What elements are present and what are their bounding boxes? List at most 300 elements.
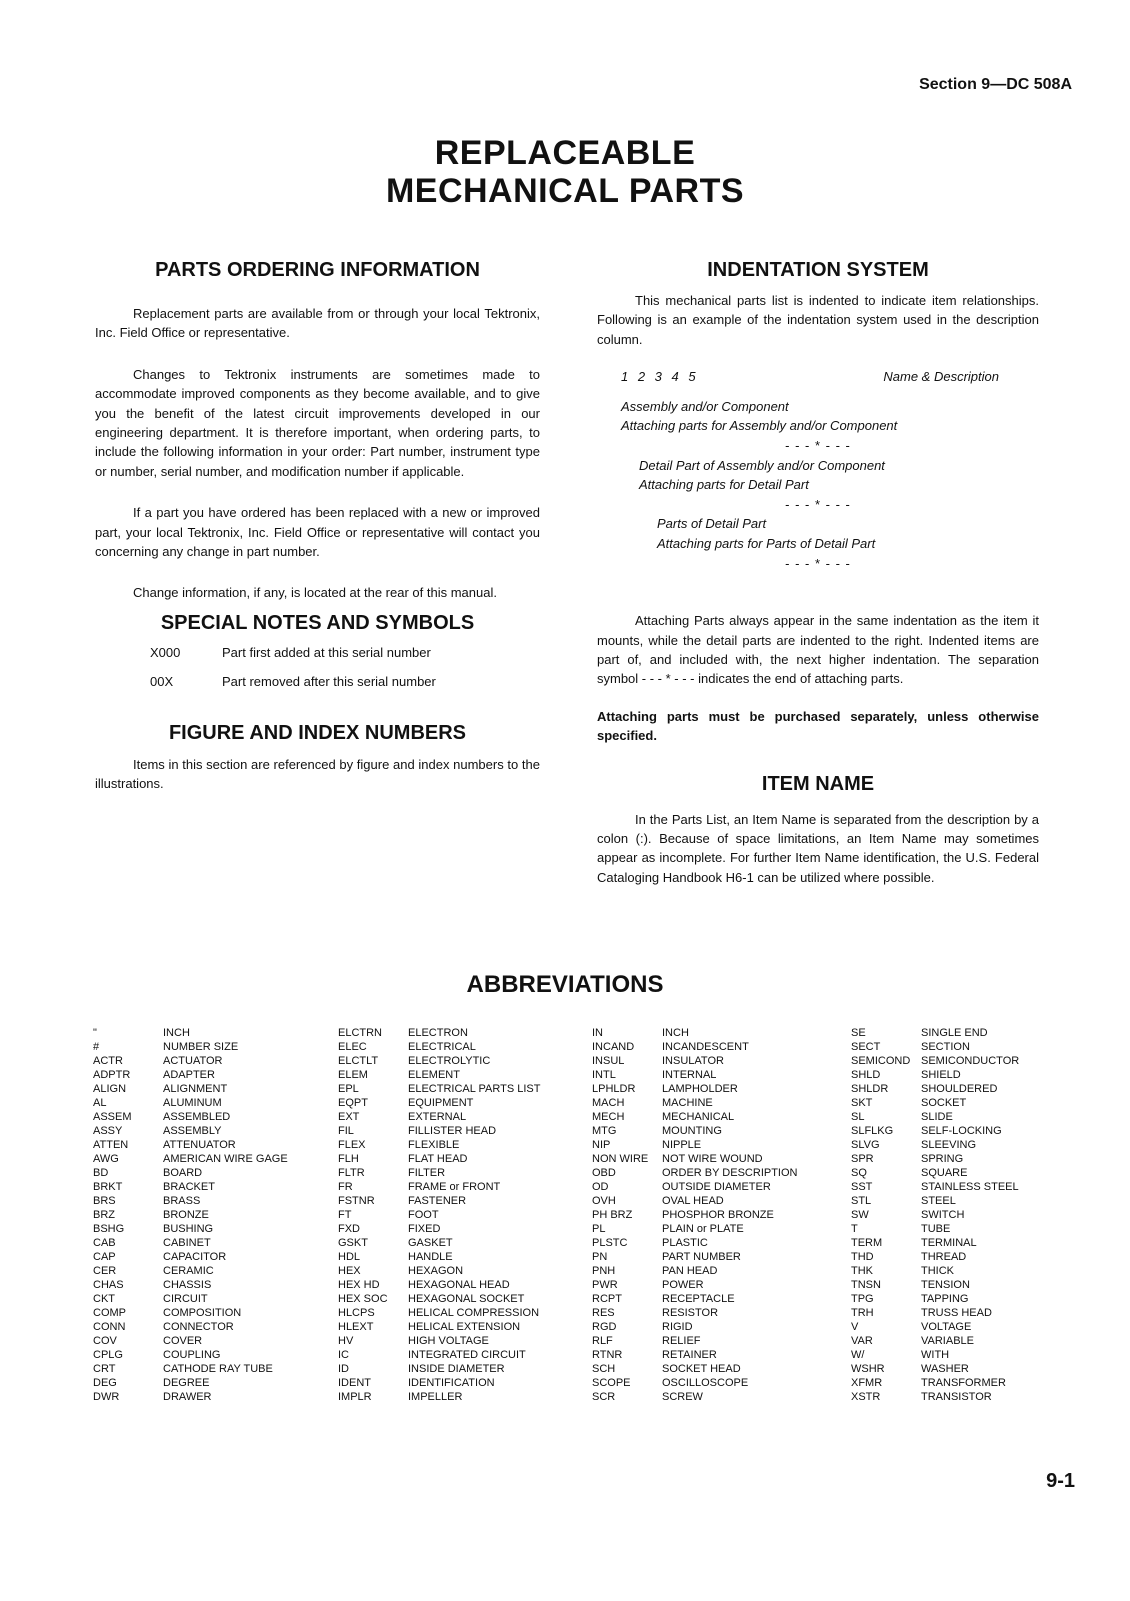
abbreviation-code: OVH: [592, 1195, 616, 1207]
abbreviation-meaning: HEXAGON: [408, 1265, 464, 1277]
abbreviation-meaning: FOOT: [408, 1209, 439, 1221]
abbreviation-row: [93, 1264, 288, 1278]
abbreviation-row: [592, 1376, 798, 1390]
abbreviation-meaning: BRACKET: [163, 1181, 215, 1193]
abbreviation-meaning: PHOSPHOR BRONZE: [662, 1209, 774, 1221]
separator-symbol: - - - * - - -: [785, 438, 851, 453]
abbreviation-meaning: EXTERNAL: [408, 1111, 467, 1123]
abbreviation-code: CHAS: [93, 1279, 124, 1291]
abbreviation-meaning: ACTUATOR: [163, 1055, 223, 1067]
abbreviation-meaning: SOCKET HEAD: [662, 1363, 741, 1375]
abbreviation-code: ELCTLT: [338, 1055, 379, 1067]
symbol-row: [150, 643, 540, 662]
abbreviation-code: BD: [93, 1167, 109, 1179]
abbreviation-meaning: LAMPHOLDER: [662, 1083, 738, 1095]
symbol-code: X000: [150, 644, 181, 660]
abbreviation-row: [93, 1124, 288, 1138]
abbreviation-code: RES: [592, 1307, 615, 1319]
abbreviation-meaning: INCANDESCENT: [662, 1041, 749, 1053]
abbreviation-row: [93, 1306, 288, 1320]
ordering-heading: PARTS ORDERING INFORMATION: [155, 259, 480, 281]
abbreviation-meaning: HEXAGONAL SOCKET: [408, 1293, 525, 1305]
abbreviation-meaning: IMPELLER: [408, 1391, 463, 1403]
abbreviation-row: [592, 1348, 798, 1362]
abbreviation-code: SLFLKG: [851, 1125, 894, 1137]
abbreviation-code: AL: [93, 1097, 107, 1109]
abbreviation-meaning: HELICAL EXTENSION: [408, 1321, 521, 1333]
abbreviation-meaning: BUSHING: [163, 1223, 214, 1235]
abbreviation-code: COV: [93, 1335, 117, 1347]
abbreviation-meaning: ALIGNMENT: [163, 1083, 228, 1095]
abbreviations-column-4: [851, 1026, 1019, 1404]
abbreviation-row: [338, 1152, 540, 1166]
abbreviation-code: CPLG: [93, 1349, 123, 1361]
abbreviation-code: SECT: [851, 1041, 881, 1053]
abbreviation-code: IN: [592, 1027, 603, 1039]
abbreviation-code: RTNR: [592, 1349, 623, 1361]
abbreviation-code: ASSEM: [93, 1111, 132, 1123]
symbol-row: [150, 672, 540, 691]
abbreviation-row: [93, 1278, 288, 1292]
abbreviation-meaning: VARIABLE: [921, 1335, 974, 1347]
abbreviation-code: T: [851, 1223, 858, 1235]
abbreviation-code: OBD: [592, 1167, 616, 1179]
abbreviation-meaning: SWITCH: [921, 1209, 965, 1221]
abbreviation-row: [592, 1110, 798, 1124]
abbreviation-code: STL: [851, 1195, 872, 1207]
figure-paragraph: Items in this section are referenced by figure and index numbers to the illustrations.: [95, 756, 540, 792]
abbreviation-row: [93, 1194, 288, 1208]
abbreviation-meaning: CIRCUIT: [163, 1293, 208, 1305]
abbreviation-code: NIP: [592, 1139, 611, 1151]
abbreviation-row: [338, 1236, 540, 1250]
abbreviation-meaning: DEGREE: [163, 1377, 210, 1389]
abbreviation-row: [93, 1334, 288, 1348]
abbreviation-row: [851, 1082, 1019, 1096]
ordering-paragraph-4: Change information, if any, is located at the rear of this manual.: [133, 585, 497, 601]
abbreviation-row: [851, 1124, 1019, 1138]
abbreviation-meaning: CAPACITOR: [163, 1251, 227, 1263]
abbreviation-meaning: INSULATOR: [662, 1055, 724, 1067]
page-number: 9-1: [1046, 1470, 1075, 1492]
abbreviation-row: [592, 1166, 798, 1180]
abbreviation-row: [851, 1376, 1019, 1390]
abbreviation-meaning: ELECTROLYTIC: [408, 1055, 491, 1067]
abbreviation-code: HLEXT: [338, 1321, 374, 1333]
abbreviation-row: [93, 1320, 288, 1334]
abbreviation-row: [338, 1362, 540, 1376]
abbreviation-meaning: STEEL: [921, 1195, 956, 1207]
abbreviation-row: [592, 1054, 798, 1068]
abbreviation-code: SW: [851, 1209, 869, 1221]
abbreviation-code: ACTR: [93, 1055, 123, 1067]
abbreviation-row: [592, 1306, 798, 1320]
indent-level-1-attaching: Attaching parts for Assembly and/or Component: [621, 418, 898, 434]
abbreviation-row: [338, 1222, 540, 1236]
abbreviation-row: [592, 1222, 798, 1236]
abbreviation-code: VAR: [851, 1335, 873, 1347]
abbreviation-meaning: OVAL HEAD: [662, 1195, 724, 1207]
abbreviation-meaning: THREAD: [921, 1251, 967, 1263]
abbreviation-code: INSUL: [592, 1055, 625, 1067]
ordering-paragraph-3: If a part you have ordered has been replaced with a new or improved part, your local Tektronix, Inc. Field Office or representative will contact you concerning any change in part number.: [95, 505, 540, 560]
abbreviation-row: [851, 1152, 1019, 1166]
abbreviation-code: EXT: [338, 1111, 360, 1123]
abbreviation-row: [592, 1068, 798, 1082]
abbreviation-code: ID: [338, 1363, 349, 1375]
abbreviation-meaning: MOUNTING: [662, 1125, 722, 1137]
abbreviation-meaning: FLEXIBLE: [408, 1139, 460, 1151]
abbreviation-code: WSHR: [851, 1363, 885, 1375]
abbreviation-row: [851, 1334, 1019, 1348]
page-title: [0, 134, 1130, 210]
abbreviation-meaning: RETAINER: [662, 1349, 717, 1361]
symbols-list: [95, 643, 540, 691]
abbreviation-meaning: TAPPING: [921, 1293, 969, 1305]
abbreviation-meaning: PART NUMBER: [662, 1251, 741, 1263]
abbreviation-code: PWR: [592, 1279, 618, 1291]
abbreviation-code: #: [93, 1041, 100, 1053]
abbreviation-meaning: FASTENER: [408, 1195, 467, 1207]
abbreviation-row: [338, 1054, 540, 1068]
abbreviation-row: [93, 1082, 288, 1096]
abbreviation-meaning: COVER: [163, 1335, 203, 1347]
abbreviation-row: [592, 1082, 798, 1096]
abbreviation-row: [338, 1208, 540, 1222]
abbreviation-meaning: BRONZE: [163, 1209, 209, 1221]
indentation-paragraph-2: Attaching Parts always appear in the same indentation as the item it mounts, while the detail parts are indented to the right. Indented items are part of, and included with, the next higher indentation. The separation symbol - - - * - - - indicates the end of attaching parts.: [597, 613, 1039, 687]
abbreviation-meaning: PLASTIC: [662, 1237, 708, 1249]
abbreviation-code: HDL: [338, 1251, 361, 1263]
abbreviation-meaning: NIPPLE: [662, 1139, 702, 1151]
abbreviation-meaning: ASSEMBLED: [163, 1111, 231, 1123]
abbreviation-meaning: WASHER: [921, 1363, 969, 1375]
abbreviation-meaning: INSIDE DIAMETER: [408, 1363, 505, 1375]
abbreviation-code: SL: [851, 1111, 865, 1123]
abbreviation-code: SCH: [592, 1363, 616, 1375]
abbreviation-code: SQ: [851, 1167, 867, 1179]
abbreviation-row: [851, 1054, 1019, 1068]
abbreviation-meaning: WITH: [921, 1349, 950, 1361]
abbreviation-row: [338, 1348, 540, 1362]
abbreviation-code: ASSY: [93, 1125, 123, 1137]
abbreviation-meaning: PLAIN or PLATE: [662, 1223, 744, 1235]
abbreviation-row: [338, 1390, 540, 1404]
abbreviation-meaning: TUBE: [921, 1223, 951, 1235]
abbreviation-meaning: FILTER: [408, 1167, 446, 1179]
abbreviation-meaning: ELEMENT: [408, 1069, 460, 1081]
abbreviation-code: GSKT: [338, 1237, 368, 1249]
abbreviation-row: [851, 1292, 1019, 1306]
abbreviation-meaning: TRUSS HEAD: [921, 1307, 992, 1319]
abbreviation-meaning: COMPOSITION: [163, 1307, 242, 1319]
abbreviation-code: XFMR: [851, 1377, 883, 1389]
abbreviation-row: [851, 1068, 1019, 1082]
abbreviation-row: [592, 1250, 798, 1264]
abbreviation-code: PLSTC: [592, 1237, 628, 1249]
abbreviation-code: INTL: [592, 1069, 616, 1081]
abbreviation-meaning: ELECTRICAL: [408, 1041, 476, 1053]
name-description-label: Name & Description: [883, 369, 999, 385]
abbreviation-meaning: RIGID: [662, 1321, 693, 1333]
abbreviation-meaning: INCH: [163, 1027, 190, 1039]
abbreviation-row: [851, 1306, 1019, 1320]
abbreviation-row: [851, 1040, 1019, 1054]
abbreviation-row: [592, 1292, 798, 1306]
abbreviation-meaning: OUTSIDE DIAMETER: [662, 1181, 771, 1193]
abbreviation-code: CRT: [93, 1363, 116, 1375]
abbreviation-meaning: RESISTOR: [662, 1307, 719, 1319]
item-name-heading: ITEM NAME: [761, 772, 875, 795]
abbreviation-code: RCPT: [592, 1293, 622, 1305]
abbreviation-row: [851, 1264, 1019, 1278]
ordering-paragraph-2: Changes to Tektronix instruments are sometimes made to accommodate improved components as they become available, and to give you the benefit of the latest circuit improvements developed in our engineering department. It is therefore important, when ordering parts, to include the following information in your order: Part number, instrument type or number, serial number, and modification number if applicable.: [95, 366, 540, 479]
abbreviations-heading: ABBREVIATIONS: [466, 971, 664, 998]
abbreviation-code: ADPTR: [93, 1069, 131, 1081]
abbreviation-row: [93, 1068, 288, 1082]
abbreviation-meaning: TRANSISTOR: [921, 1391, 992, 1403]
abbreviation-row: [851, 1320, 1019, 1334]
abbreviation-row: [592, 1208, 798, 1222]
abbreviation-meaning: IDENTIFICATION: [408, 1377, 495, 1389]
abbreviation-code: FR: [338, 1181, 353, 1193]
separator-symbol: - - - * - - -: [785, 555, 851, 571]
abbreviation-row: [338, 1082, 540, 1096]
abbreviation-code: DEG: [93, 1377, 117, 1389]
abbreviation-meaning: TRANSFORMER: [921, 1377, 1006, 1389]
abbreviation-meaning: VOLTAGE: [921, 1321, 972, 1333]
abbreviation-meaning: HIGH VOLTAGE: [408, 1335, 489, 1347]
abbreviation-row: [338, 1110, 540, 1124]
abbreviation-meaning: ELECTRON: [408, 1027, 468, 1039]
abbreviation-code: ELCTRN: [338, 1027, 383, 1039]
abbreviation-code: ELEC: [338, 1041, 367, 1053]
abbreviation-meaning: ASSEMBLY: [163, 1125, 222, 1137]
abbreviation-row: [93, 1166, 288, 1180]
abbreviation-meaning: CERAMIC: [163, 1265, 214, 1277]
abbreviation-row: [851, 1208, 1019, 1222]
abbreviation-row: [592, 1334, 798, 1348]
indentation-example: [597, 367, 1039, 573]
abbreviation-meaning: RELIEF: [662, 1335, 701, 1347]
abbreviation-code: PL: [592, 1223, 606, 1235]
abbreviation-row: [851, 1236, 1019, 1250]
abbreviation-meaning: FLAT HEAD: [408, 1153, 468, 1165]
abbreviation-code: NON WIRE: [592, 1153, 649, 1165]
abbreviation-meaning: SOCKET: [921, 1097, 967, 1109]
abbreviation-code: TNSN: [851, 1279, 881, 1291]
abbreviations-column-1: [93, 1026, 288, 1404]
abbreviation-row: [338, 1166, 540, 1180]
abbreviation-row: [592, 1124, 798, 1138]
abbreviation-row: [851, 1250, 1019, 1264]
indentation-heading: INDENTATION SYSTEM: [707, 259, 929, 281]
abbreviation-row: [592, 1236, 798, 1250]
abbreviation-row: [93, 1152, 288, 1166]
abbreviation-code: IMPLR: [338, 1391, 372, 1403]
abbreviation-row: [592, 1180, 798, 1194]
abbreviation-code: DWR: [93, 1391, 120, 1403]
abbreviation-code: ": [93, 1027, 97, 1039]
abbreviation-code: FLH: [338, 1153, 359, 1165]
abbreviation-code: MECH: [592, 1111, 625, 1123]
abbreviation-row: [93, 1208, 288, 1222]
abbreviation-row: [93, 1026, 288, 1040]
abbreviation-code: RLF: [592, 1335, 613, 1347]
abbreviation-meaning: TENSION: [921, 1279, 970, 1291]
indent-level-3-attaching: Attaching parts for Parts of Detail Part: [657, 535, 876, 551]
abbreviation-code: SST: [851, 1181, 873, 1193]
abbreviation-meaning: COUPLING: [163, 1349, 221, 1361]
abbreviation-row: [851, 1390, 1019, 1404]
abbreviation-code: OD: [592, 1181, 609, 1193]
abbreviation-code: SHLD: [851, 1069, 881, 1081]
abbreviation-code: V: [851, 1321, 859, 1333]
abbreviation-code: CAB: [93, 1237, 116, 1249]
abbreviation-meaning: NOT WIRE WOUND: [662, 1153, 763, 1165]
abbreviation-meaning: BOARD: [163, 1167, 203, 1179]
abbreviation-row: [338, 1026, 540, 1040]
separator-symbol: - - - * - - -: [785, 496, 851, 512]
abbreviation-meaning: SHOULDERED: [921, 1083, 998, 1095]
abbreviation-code: FXD: [338, 1223, 360, 1235]
abbreviation-code: IDENT: [338, 1377, 371, 1389]
abbreviation-meaning: OSCILLOSCOPE: [662, 1377, 749, 1389]
abbreviation-row: [93, 1054, 288, 1068]
abbreviation-row: [851, 1180, 1019, 1194]
abbreviation-meaning: ADAPTER: [163, 1069, 215, 1081]
abbreviation-code: FSTNR: [338, 1195, 375, 1207]
abbreviation-row: [851, 1348, 1019, 1362]
abbreviation-code: HLCPS: [338, 1307, 375, 1319]
abbreviation-meaning: STAINLESS STEEL: [921, 1181, 1019, 1193]
abbreviation-row: [592, 1362, 798, 1376]
abbreviation-row: [93, 1292, 288, 1306]
abbreviation-row: [592, 1138, 798, 1152]
figure-heading: FIGURE AND INDEX NUMBERS: [168, 721, 467, 744]
abbreviation-row: [592, 1320, 798, 1334]
abbreviation-code: BRS: [93, 1195, 116, 1207]
abbreviation-row: [851, 1222, 1019, 1236]
abbreviation-row: [592, 1194, 798, 1208]
abbreviation-code: ELEM: [338, 1069, 368, 1081]
abbreviation-code: ALIGN: [93, 1083, 127, 1095]
ordering-paragraph-1: Replacement parts are available from or through your local Tektronix, Inc. Field Office or representative.: [95, 306, 540, 341]
abbreviation-row: [93, 1376, 288, 1390]
abbreviation-code: FLEX: [338, 1139, 366, 1151]
abbreviation-code: TERM: [851, 1237, 883, 1249]
abbreviation-row: [338, 1138, 540, 1152]
abbreviation-code: SPR: [851, 1153, 874, 1165]
abbreviation-meaning: SECTION: [921, 1041, 970, 1053]
indent-level-1-assembly: Assembly and/or Component: [621, 398, 789, 414]
abbreviation-code: ATTEN: [93, 1139, 129, 1151]
abbreviation-code: BSHG: [93, 1223, 125, 1235]
abbreviation-row: [338, 1040, 540, 1054]
abbreviation-meaning: AMERICAN WIRE GAGE: [163, 1153, 288, 1165]
abbreviation-code: HEX: [338, 1265, 361, 1277]
abbreviation-code: RGD: [592, 1321, 617, 1333]
abbreviation-code: CKT: [93, 1293, 115, 1305]
abbreviation-meaning: MECHANICAL: [662, 1111, 735, 1123]
abbreviation-meaning: TERMINAL: [921, 1237, 977, 1249]
abbreviation-code: COMP: [93, 1307, 126, 1319]
abbreviation-code: BRKT: [93, 1181, 123, 1193]
abbreviation-code: SCR: [592, 1391, 616, 1403]
abbreviation-meaning: FIXED: [408, 1223, 441, 1235]
abbreviation-meaning: CONNECTOR: [163, 1321, 234, 1333]
abbreviation-code: MACH: [592, 1097, 625, 1109]
indent-level-3-parts: Parts of Detail Part: [657, 516, 767, 532]
abbreviation-code: CAP: [93, 1251, 116, 1263]
abbreviation-code: HV: [338, 1335, 354, 1347]
symbol-code: 00X: [150, 673, 174, 689]
abbreviation-code: SEMICOND: [851, 1055, 911, 1067]
abbreviation-meaning: SHIELD: [921, 1069, 961, 1081]
abbreviation-code: EPL: [338, 1083, 359, 1095]
abbreviation-row: [338, 1264, 540, 1278]
title-line-2: MECHANICAL PARTS: [385, 172, 745, 210]
abbreviation-row: [93, 1362, 288, 1376]
abbreviation-row: [93, 1180, 288, 1194]
abbreviation-meaning: EQUIPMENT: [408, 1097, 474, 1109]
right-column: [597, 258, 1039, 887]
abbreviation-row: [592, 1026, 798, 1040]
abbreviation-row: [592, 1040, 798, 1054]
abbreviation-code: SCOPE: [592, 1377, 631, 1389]
abbreviation-code: INCAND: [592, 1041, 635, 1053]
abbreviation-row: [851, 1110, 1019, 1124]
indentation-paragraph-3: Attaching parts must be purchased separately, unless otherwise specified.: [597, 708, 1039, 744]
abbreviation-meaning: INCH: [662, 1027, 689, 1039]
abbreviation-meaning: SLIDE: [921, 1111, 953, 1123]
abbreviation-row: [592, 1278, 798, 1292]
abbreviation-meaning: RECEPTACLE: [662, 1293, 735, 1305]
abbreviation-code: LPHLDR: [592, 1083, 636, 1095]
abbreviation-row: [338, 1306, 540, 1320]
section-header: Section 9—DC 508A: [919, 76, 1072, 93]
left-column: [95, 258, 540, 794]
abbreviation-code: FT: [338, 1209, 352, 1221]
item-name-paragraph: In the Parts List, an Item Name is separated from the description by a colon (:). Because of space limitations, an Item Name may sometimes appear as incomplete. For further Item Name identification, the U.S. Federal Cataloging Handbook H6-1 can be utilized where possible.: [597, 811, 1039, 885]
abbreviation-meaning: SEMICONDUCTOR: [921, 1055, 1020, 1067]
abbreviation-row: [93, 1096, 288, 1110]
special-notes-heading: SPECIAL NOTES AND SYMBOLS: [160, 611, 475, 634]
abbreviation-meaning: HANDLE: [408, 1251, 453, 1263]
abbreviation-row: [338, 1334, 540, 1348]
abbreviations-column-2: [338, 1026, 540, 1404]
abbreviations-column-3: [592, 1026, 798, 1404]
abbreviation-meaning: FILLISTER HEAD: [408, 1125, 497, 1137]
abbreviation-code: BRZ: [93, 1209, 115, 1221]
indent-level-numbers: 1 2 3 4 5: [621, 369, 699, 385]
abbreviation-row: [338, 1124, 540, 1138]
abbreviation-meaning: INTERNAL: [662, 1069, 717, 1081]
abbreviation-meaning: THICK: [921, 1265, 954, 1277]
abbreviation-meaning: NUMBER SIZE: [163, 1041, 239, 1053]
abbreviation-meaning: CHASSIS: [163, 1279, 212, 1291]
abbreviation-row: [592, 1390, 798, 1404]
abbreviation-row: [93, 1250, 288, 1264]
abbreviation-meaning: SLEEVING: [921, 1139, 977, 1151]
abbreviation-row: [592, 1096, 798, 1110]
abbreviation-code: TPG: [851, 1293, 874, 1305]
abbreviation-code: IC: [338, 1349, 349, 1361]
abbreviation-row: [338, 1194, 540, 1208]
symbol-text: Part first added at this serial number: [222, 644, 431, 660]
abbreviation-row: [93, 1222, 288, 1236]
abbreviation-code: HEX SOC: [338, 1293, 388, 1305]
